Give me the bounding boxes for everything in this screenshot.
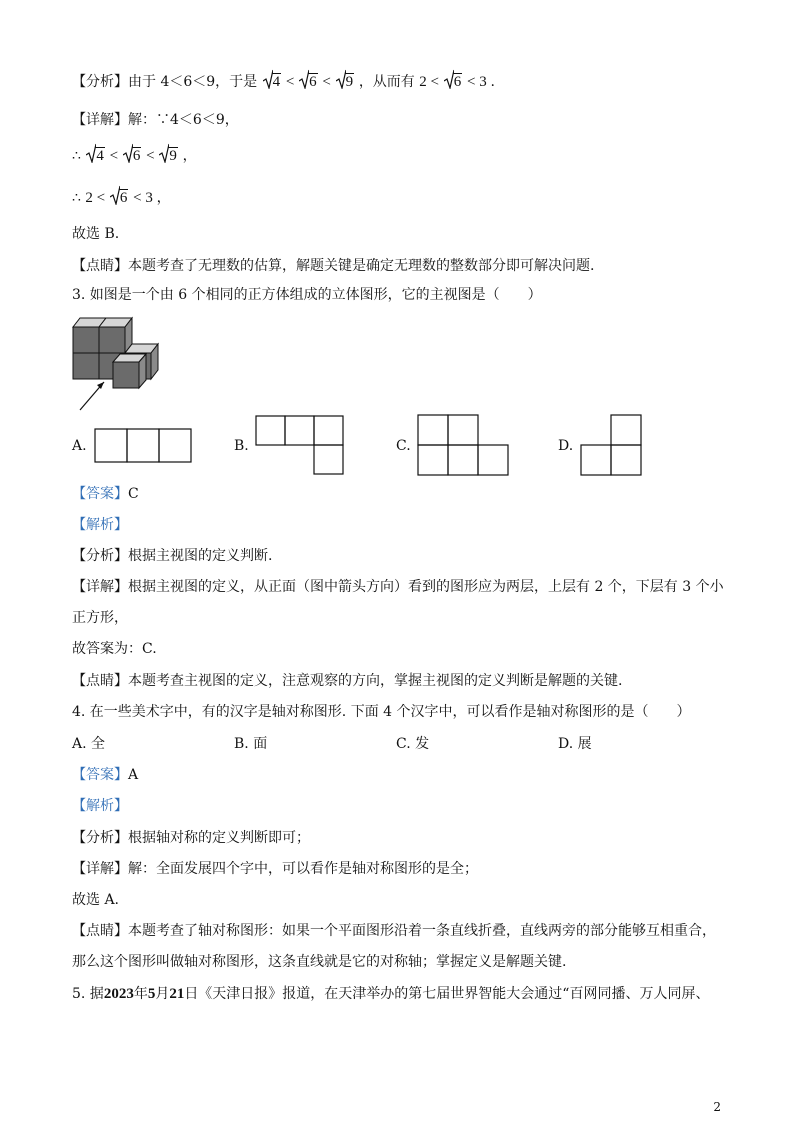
answer-tag: 【答案】 [72,767,128,783]
q3-comment: 【点睛】本题考查主视图的定义，注意观察的方向，掌握主视图的定义判断是解题的关键. [72,673,623,689]
option-a-figure[interactable] [94,428,192,464]
option-d-figure[interactable] [580,414,642,476]
sqrt-6: 6 [299,72,318,92]
q4-answer-line [72,765,138,785]
cube-solid-figure [68,310,168,414]
analysis-text-a: 【分析】由于 4＜6＜9，于是 [72,74,258,90]
sqrt-9: 9 [336,72,355,92]
q3-analysis: 【分析】根据主视图的定义判断. [72,548,273,564]
q3-detail-2: 正方形， [72,610,128,626]
q4-analysis: 【分析】根据轴对称的定义判断即可； [72,830,310,846]
sqrt-6: 6 [123,146,142,166]
option-a-label: A. [72,438,87,454]
question-3-stem: 3. 如图是一个由 6 个相同的正方体组成的立体图形，它的主视图是（ ） [72,287,542,303]
comment-line: 【点睛】本题考查了无理数的估算，解题关键是确定无理数的整数部分即可解决问题. [72,258,595,274]
q3-answer-line [72,484,139,504]
q4-option-a[interactable]: A. 全 [72,736,106,752]
q4-option-b[interactable]: B. 面 [234,736,268,752]
answer-value: A [128,767,139,783]
sqrt-4: 4 [86,146,105,166]
option-b-label: B. [234,438,249,454]
inequality-sqrt: 4 < 6 < 9 [85,148,182,164]
analysis-line: 【分析】由于 4＜6＜9，于是 4 < 6 < 9 ，从而有 2 < 6 < 3 . [72,72,495,92]
q3-detail-1: 【详解】根据主视图的定义，从正面（图中箭头方向）看到的图形应为两层，上层有 2 个，下层有 3 个小 [72,579,724,595]
option-b-figure[interactable] [255,415,345,475]
answer-value: C [128,486,139,502]
choose-line: 故选 B. [72,226,120,242]
q4-option-c[interactable]: C. 发 [396,736,430,752]
therefore-line-1: ∴ 4 < 6 < 9 ， [72,146,197,166]
q4-jiexi-tag: 【解析】 [72,798,128,814]
page-number: 2 [713,1100,721,1114]
q4-comment-1: 【点睛】本题考查了轴对称图形：如果一个平面图形沿着一条直线折叠，直线两旁的部分能够互相重合， [72,923,716,939]
sqrt-6: 6 [110,188,129,208]
q3-conclusion: 故答案为：C. [72,641,157,657]
inequality-bounds: 2 < 6 < 3 [419,74,490,90]
option-d-label: D. [558,438,574,454]
answer-tag: 【答案】 [72,486,128,502]
q4-comment-2: 那么这个图形叫做轴对称图形，这条直线就是它的对称轴；掌握定义是解题关键. [72,954,567,970]
q4-conclusion: 故选 A. [72,892,120,908]
inequality-bounds: 2 < 6 < 3 [85,190,156,206]
sqrt-4: 4 [263,72,282,92]
question-5-stem: 5. 据2023年5月21日《天津日报》报道，在天津举办的第七届世界智能大会通过“百网同播、万人同屏、 [72,986,710,1002]
option-c-label: C. [396,438,411,454]
analysis-text-b: ，从而有 [358,74,415,90]
q4-detail: 【详解】解：全面发展四个字中，可以看作是轴对称图形的是全； [72,861,478,877]
q3-jiexi-tag: 【解析】 [72,517,128,533]
detail-line: 【详解】解：∵4＜6＜9， [72,112,239,128]
therefore-line-2: ∴ 2 < 6 < 3 ， [72,188,171,208]
question-4-stem: 4. 在一些美术字中，有的汉字是轴对称图形. 下面 4 个汉字中，可以看作是轴对称图形的是（ ） [72,704,691,720]
sqrt-9: 9 [159,146,178,166]
option-c-figure[interactable] [417,414,509,476]
q4-option-d[interactable]: D. 展 [558,736,592,752]
sqrt-6: 6 [444,72,463,92]
inequality-sqrt: 4 < 6 < 9 [262,74,359,90]
